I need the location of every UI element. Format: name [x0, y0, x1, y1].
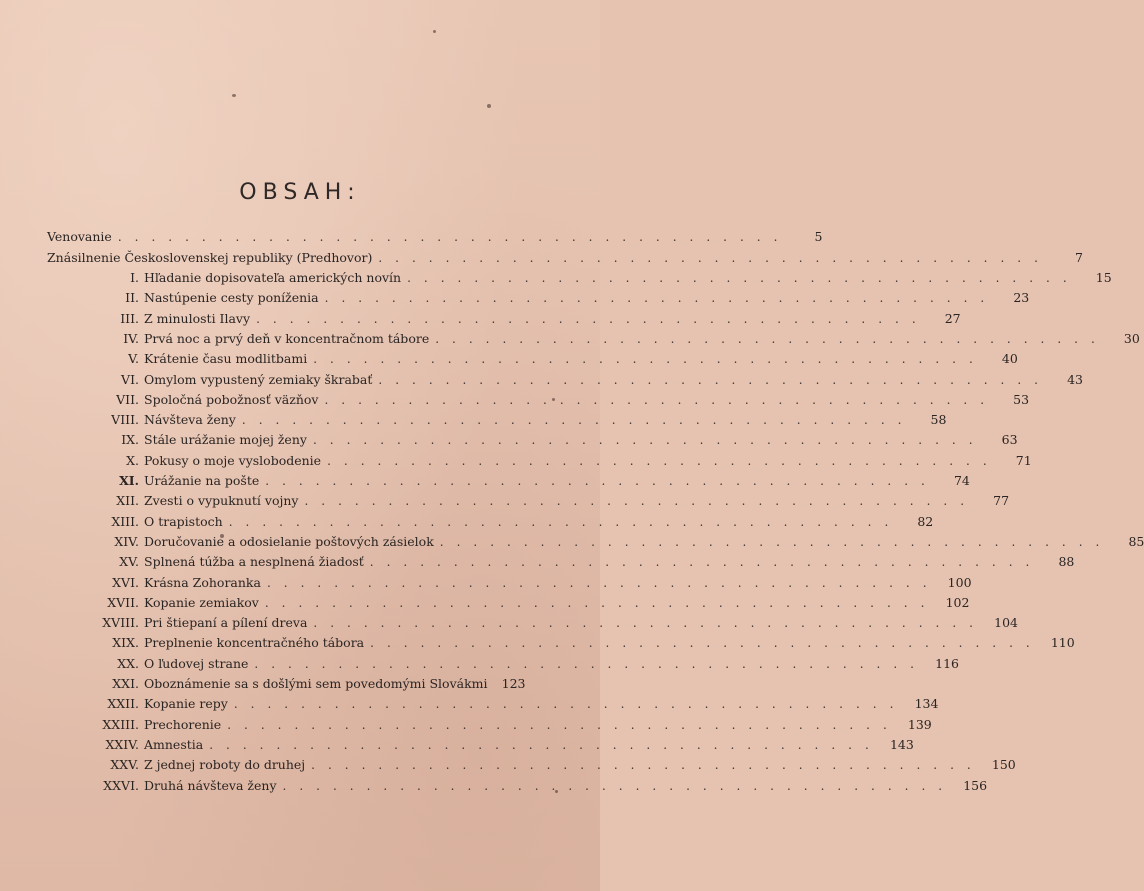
toc-entry [107, 693, 939, 715]
toc-entry-title: Z minulosti Ilavy [144, 310, 251, 326]
dot-leader: ........................................ [313, 616, 986, 631]
dot-leader: ........................................ [313, 352, 986, 367]
toc-entry [112, 673, 526, 695]
toc-entry [120, 308, 961, 330]
page-number: 77 [993, 493, 1010, 509]
dot-leader: ........................................ [228, 514, 902, 529]
chapter-number: XV. [119, 554, 139, 570]
toc-entry [102, 612, 1018, 634]
page-number: 110 [1050, 635, 1075, 651]
page-number: 100 [947, 574, 972, 590]
toc-entry-title: Oboznámenie sa s došlými sem povedomými Slovákmi [144, 676, 488, 691]
dot-leader: ........................................ [324, 392, 998, 407]
chapter-number: XXVI. [103, 777, 139, 793]
toc-entry [125, 287, 1030, 309]
toc-entry-title: Prechorenie [144, 716, 222, 732]
page-number: 116 [935, 655, 959, 671]
dot-leader: ........................................ [378, 372, 1051, 387]
page-number: 40 [1001, 351, 1018, 367]
page-number: 27 [944, 310, 961, 326]
chapter-number: XXV. [110, 757, 139, 773]
chapter-number: X. [126, 452, 139, 468]
toc-entry [111, 511, 934, 533]
page-number: 43 [1067, 371, 1083, 387]
page-number: 143 [889, 736, 914, 752]
toc-entry-title: Hľadanie dopisovateľa amerických novín [144, 270, 402, 285]
toc-entry [107, 592, 970, 614]
dot-leader: ........................................ [233, 697, 907, 712]
toc-entry [126, 450, 1032, 472]
toc-entry [128, 348, 1018, 370]
toc-entry-title: Spoločná pobožnosť väzňov [144, 391, 319, 407]
toc-entry-title: Nastúpenie cesty poníženia [144, 290, 319, 306]
page-title: OBSAH: [239, 180, 361, 205]
dot-leader: ........................................ [439, 534, 1113, 549]
toc-entry-title: Z jednej roboty do druhej [144, 757, 306, 773]
toc-entry [114, 531, 1144, 553]
toc-entry [102, 714, 932, 736]
toc-entry-title: Znásilnenie Československej republiky (Predhovor) [47, 249, 373, 265]
toc-entry [111, 409, 947, 431]
chapter-number: XVII. [107, 594, 139, 610]
chapter-number: XIV. [114, 533, 139, 549]
toc-entry [110, 754, 1016, 776]
chapter-number: VI. [121, 371, 139, 387]
page-number: 85 [1128, 533, 1144, 549]
chapter-number: II. [125, 290, 139, 306]
toc-entry [121, 369, 1083, 391]
toc-entry [112, 632, 1075, 654]
toc-entry [123, 328, 1140, 350]
chapter-number: III. [120, 310, 139, 326]
toc-entry [116, 490, 1010, 512]
toc-entry [119, 551, 1075, 573]
page-number: 23 [1013, 290, 1030, 306]
dot-leader: ........................................ [407, 271, 1080, 285]
toc-entry [119, 470, 970, 492]
dot-leader: ........................................ [324, 291, 998, 306]
dot-leader: ........................................ [311, 758, 984, 773]
dot-leader: ........................................ [265, 474, 938, 488]
toc-entry-title: Pokusy o moje vyslobodenie [144, 452, 322, 468]
dot-leader: ........................................ [327, 453, 1000, 468]
chapter-number: XII. [116, 493, 139, 509]
toc-entry-title: Kopanie zemiakov [144, 594, 259, 610]
page-number: 88 [1058, 554, 1075, 570]
dot-leader: ........................................ [227, 717, 900, 732]
toc-entry [47, 226, 823, 248]
toc-entry [112, 572, 972, 594]
toc-entry-title: Pri štiepaní a pílení dreva [144, 615, 308, 631]
toc-entry-title: Kopanie repy [144, 696, 228, 712]
chapter-number: XXII. [107, 696, 139, 712]
page-number: 63 [1001, 432, 1018, 448]
toc-entry [47, 247, 1083, 269]
toc-entry-title: Prvá noc a prvý deň v koncentračnom tábore [144, 330, 430, 346]
toc-entry [103, 775, 988, 797]
dot-leader: ........................................ [264, 595, 938, 610]
page-number: 15 [1095, 270, 1112, 285]
chapter-number: IV. [123, 330, 139, 346]
toc-entry-title: Zvesti o vypuknutí vojny [144, 493, 299, 509]
dot-leader: ........................................ [370, 636, 1043, 651]
dot-leader: ........................................ [435, 331, 1108, 346]
chapter-number: XIX. [112, 635, 139, 651]
page-number: 74 [953, 473, 970, 488]
toc-entry-title: O ľudovej strane [144, 655, 249, 671]
toc-entry-title: Druhá návšteva ženy [144, 777, 277, 793]
page-number: 123 [501, 676, 526, 691]
page-number: 53 [1013, 391, 1030, 407]
page-number: 82 [917, 513, 934, 529]
dot-leader: ........................................ [117, 230, 791, 244]
dot-leader: ........................................ [256, 311, 929, 326]
dot-leader: ........................................ [209, 737, 882, 752]
toc-entry-title: Krásna Zohoranka [144, 574, 261, 590]
chapter-number: XXIII. [102, 716, 139, 732]
toc-entry [116, 389, 1030, 411]
page-number: 7 [1074, 249, 1083, 265]
toc-entry-title: Návšteva ženy [144, 412, 236, 428]
chapter-number: XVI. [112, 574, 139, 590]
chapter-number: IX. [121, 432, 139, 448]
page-number: 139 [907, 716, 932, 732]
toc-entry [105, 734, 914, 756]
chapter-number: I. [130, 270, 139, 285]
chapter-number: XXI. [112, 676, 139, 691]
dot-leader: ........................................ [369, 555, 1043, 570]
chapter-number: XI. [119, 473, 139, 488]
page-number: 102 [945, 594, 970, 610]
dot-leader: ........................................ [378, 250, 1051, 265]
toc-entry-title: Doručovanie a odosielanie poštových zásielok [144, 533, 434, 549]
chapter-number: XXIV. [105, 736, 139, 752]
toc-entry-title: Preplnenie koncentračného tábora [144, 635, 365, 651]
dot-leader: ........................................ [254, 656, 927, 671]
chapter-number: VIII. [111, 412, 139, 428]
toc-entry [130, 267, 1112, 289]
dot-leader: ........................................ [266, 575, 940, 590]
toc-entry-title: Amnestia [144, 736, 204, 752]
page-number: 58 [930, 412, 947, 428]
dot-leader: ........................................ [304, 494, 978, 509]
dot-leader: ........................................ [282, 778, 956, 793]
chapter-number: XVIII. [102, 615, 139, 631]
page-number: 71 [1015, 452, 1032, 468]
page-number: 134 [914, 696, 939, 712]
toc-entry-title: Krátenie času modlitbami [144, 351, 308, 367]
toc-entry-title: Splnená túžba a nesplnená žiadosť [144, 554, 364, 570]
page-number: 156 [963, 777, 988, 793]
chapter-number: XIII. [111, 513, 139, 529]
page-number: 104 [994, 615, 1018, 631]
chapter-number: V. [128, 351, 139, 367]
chapter-number: XX. [117, 655, 139, 671]
dot-leader: ........................................ [312, 433, 986, 448]
toc-entry-title: Omylom vypustený zemiaky škrabať [144, 371, 373, 387]
toc-entry [121, 429, 1018, 451]
page-number: 5 [814, 229, 823, 244]
toc-entry [117, 653, 959, 675]
page-number: 30 [1123, 330, 1140, 346]
toc-entry-title: Urážanie na pošte [144, 473, 260, 488]
toc-entry-title: O trapistoch [144, 513, 223, 529]
dot-leader: ........................................ [241, 413, 915, 428]
chapter-number: VII. [116, 391, 139, 407]
toc-entry-title: Venovanie [47, 229, 112, 244]
toc-entry-title: Stále urážanie mojej ženy [144, 432, 307, 448]
page-number: 150 [991, 757, 1016, 773]
